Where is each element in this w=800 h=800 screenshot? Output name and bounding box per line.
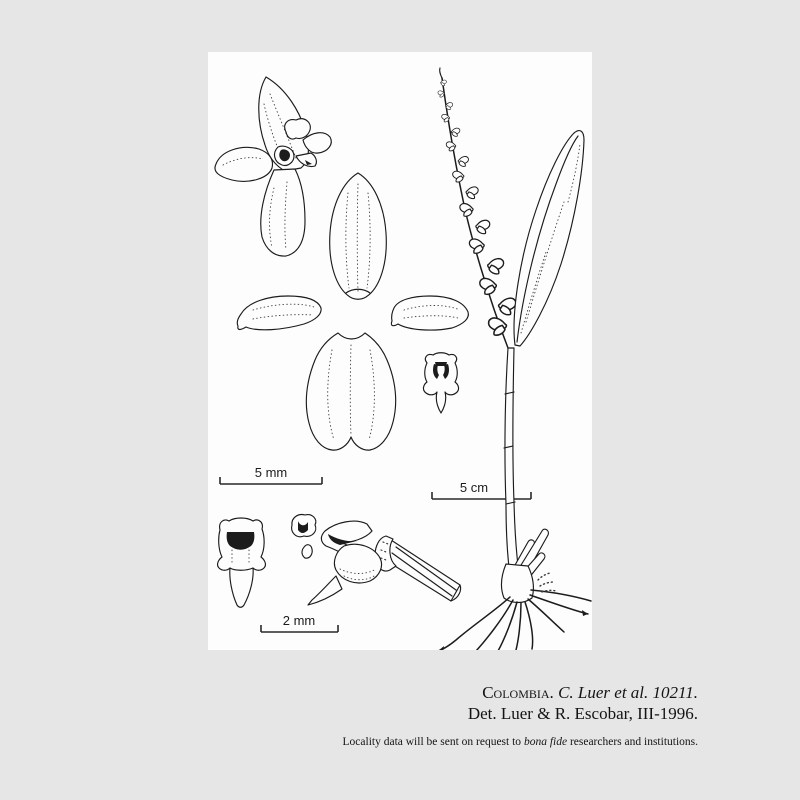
dorsal-sepal-figure <box>330 173 387 299</box>
flower-side-view-figure <box>308 521 461 605</box>
illustration-panel <box>208 52 592 650</box>
caption-determination-line: Det. Luer & R. Escobar, III-1996. <box>467 704 698 723</box>
scale-bar-5cm-label: 5 cm <box>459 480 489 495</box>
anther-cap-figure <box>292 515 316 559</box>
flower-natural-view-figure <box>215 77 331 256</box>
lip-spread-figure <box>218 518 266 607</box>
scale-bar-2mm-label: 2 mm <box>282 613 316 628</box>
caption-country: Colombia. <box>482 683 559 702</box>
caption-collector: C. Luer et al. 10211. <box>558 683 698 702</box>
side-view-ovary <box>382 540 461 601</box>
plant-leaf <box>514 131 584 346</box>
synsepal-figure <box>306 333 395 450</box>
caption <box>468 682 698 724</box>
scale-bar-5cm <box>432 480 531 499</box>
locality-footnote <box>343 736 698 748</box>
botanical-plate-drawing <box>208 52 592 650</box>
scale-bar-5mm <box>220 465 322 484</box>
footnote-text-post: researchers and institutions. <box>567 736 698 748</box>
footnote-text-italic: bona fide <box>523 736 568 748</box>
scale-bar-5mm-label: 5 mm <box>254 465 288 480</box>
scale-bar-2mm <box>261 613 338 632</box>
lip-front-figure <box>423 353 458 413</box>
petal-left-figure <box>237 296 321 330</box>
petal-right-figure <box>391 296 468 330</box>
caption-collection-line <box>468 682 698 703</box>
footnote-text-pre: Locality data will be sent on request to <box>342 736 524 748</box>
plant-habit-figure <box>438 68 591 650</box>
